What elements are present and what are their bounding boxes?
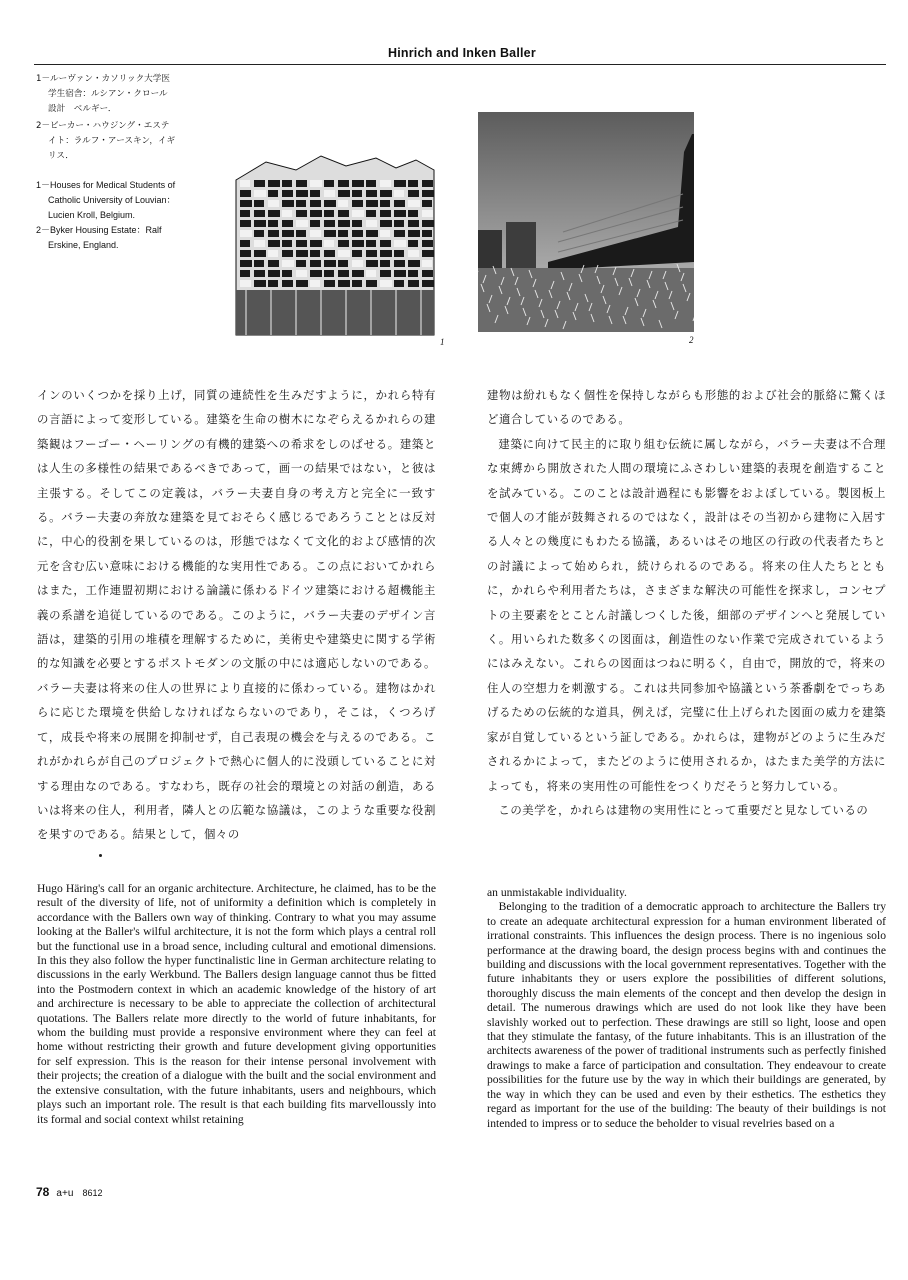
magazine-name: a+u — [56, 1188, 74, 1199]
page-header-title: Hinrich and Inken Baller — [388, 46, 536, 60]
jp-left-paragraph: インのいくつかを採り上げ，同質の連続性を生みだすように，かれら特有の言語によって変形している。建築を生命の樹木になぞらえるかれらの建築観はフーゴー・ヘーリングの有機的建築への希求をしのばせる。建築とは人生の多様性の結果であるべきであって，画一の結果ではない，と彼は主張する。そしてこの定義は，バラー夫妻自身の考え方と完全に一致する。バラー夫妻の奔放な建築を見ておそらく感じるであろうこととは反対に，中心的役割を果しているのは，形態ではなくて文化的および感情的次元を含む広い意味における機能的な実用性である。この点においてかれらはまた，工作連盟初期における論議に係わるドイツ建築における超機能主義の系譜を追従しているのである。このように，バラー夫妻のデザイン言語は，建築的引用の堆積を理解するために，美術史や建築史に関する学術的な知識を必要とするポストモダンの文脈の中には適応しないのである。バラー夫妻は将来の住人の世界により直接的に係わっている。建物はかれらに応じた環境を供給しなければならないのであり，そこは，くつろげて，成長や将来の展開を抑制せず，自己表現の機会を与えるのである。これがかれらが自己のプロジェクトで熱心に個人的に没頭していることに対する理由なのである。すなわち，既存の社会的環境との対話の創造，あるいは将来の住人，利用者，隣人との広範な協議は，このような重要な役割を果すのである。結果として，個々の — [37, 388, 436, 842]
caption-jp-2: 2－ビーカー・ハウジング・エステイト：ラルフ・アースキン，イギリス． — [36, 121, 176, 161]
jp-right-paragraph-1: 建物は紛れもなく個性を保持しながらも形態的および社会的脈絡に驚くほど適合しているのである。 — [487, 388, 886, 427]
page-number: 78 — [36, 1185, 50, 1199]
en-right-paragraph-2: Belonging to the tradition of a democratic approach to architecture the Ballers try to create an adequate architectural expression for a human environment liberated of irrational constraints. This influences the design process. There is no ingenious solo performance at the drawing board, the design process begins with and continues the building and discussions with the local government representatives. Together with the future inhabitants they or users explore the possibilities of different solutions, thoroughly discuss the main elements of the concept and then develop the design in detail. The numerous drawings which are used do not look like they have been slavishly worked out to perfection. These drawings are still so light, loose and open that they stimulate the fantasy, of the future inhabitants. This is an illustration of the architects awareness of the power of traditional instruments such as perfectly finished drawings to make a farce of participation and consultation. They endeavour to create possibilities for the future use by the way in which their buildings are generated, by the way in which they can be used and even by their esthetics. The esthetics they regard as important for the use of the building: The beauty of their buildings is not intended to impress or to seduce the beholder to visual revelries based on a — [487, 900, 886, 1130]
section-dot-marker — [99, 854, 102, 857]
figure-1-number: 1 — [440, 337, 445, 347]
header-rule — [34, 64, 886, 65]
figure-1-image — [226, 140, 444, 338]
figure-2-image — [478, 112, 694, 332]
captions-english — [36, 178, 176, 253]
english-text-left-column — [37, 882, 436, 1127]
captions-japanese — [36, 72, 176, 166]
page-footer — [36, 1185, 102, 1199]
japanese-text-right-column — [487, 383, 886, 822]
issue-number: 8612 — [82, 1188, 103, 1198]
caption-en-1: 1－Houses for Medical Students of Catholic University of Louvian：Lucien Kroll, Belgium. — [36, 180, 176, 220]
jp-right-paragraph-2: 建築に向けて民主的に取り組む伝統に属しながら，バラー夫妻は不合理な束縛から開放された人間の環境にふさわしい建築的表現を創造することを試みている。このことは設計過程にも影響をおよぼしている。製図板上で個人の才能が鼓舞されるのではなく，設計はその当初から建物に入居する人々との幾度にもわたる協議，あるいはその地区の行政の代表者たちとの討議によって始められ，続けられるのである。将来の住人たちとともに，かれらや利用者たちは，さまざまな解決の可能性を探求し，コンセプトの主要素をとことん討議しつくした後，細部のデザインへと発展していく。用いられた数多くの図面は，創造性のない作業で完成されているようにはみえない。これらの図面はつねに明るく，自由で，開放的で，将来の住人の空想力を刺激する。これは共同参加や協議という茶番劇をでっちあげるための伝統的な道具，例えば，完璧に仕上げられた図面の威力を建築家が自覚しているという証しである。かれらは，建物がどのように生みだされるかによって，またどのように使用されるか，はたまた美学的方法によっても，将来の実用性の可能性をつくりだそうと努力している。 — [487, 436, 886, 793]
en-right-paragraph-1: an unmistakable individuality. — [487, 886, 627, 899]
english-text-right-column — [487, 886, 886, 1131]
figure-2-number: 2 — [689, 335, 694, 345]
japanese-text-left-column — [37, 383, 436, 847]
en-left-paragraph: Hugo Häring's call for an organic architecture. Architecture, he claimed, has to be the result of the diversity of life, not of uniformity a definition which is completely in accordance with the Ballers own way of thinking. Contrary to what you may assume looking at the Baller's wilful architecture, it is not the form which plays a central roll but the functional use in a broad sence, including cultural and emotional dimensions. In this they also follow the hyper functinalistic line in German architecture relating to discussions in the early Werkbund. The Ballers design language cannot thus be fitted into the Postmodern context in which an academic knowledge of the history of art and archirecture is necessary to be able to appreciate the collection of architectural quotations. The Ballers relate more directly to the world of future inhabitants, for whom the building must provide a responsive environment where they can feel at home without restricting their growth and future development giving opportunities for self expression. This is the reason for their intense personal involvement with their projects; the creation of a dialogue with the built and the social environment and the extensive consultation, with the future inhabitants, users and neighbours, which plays such an important role. The result is that each building fits marvelloussly into its formal and social context whilst retaining — [37, 882, 436, 1126]
figure-2-photo — [478, 112, 694, 332]
jp-right-paragraph-3: この美学を，かれらは建物の実用性にとって重要だと見なしているの — [498, 802, 869, 817]
figure-1-photo — [226, 140, 444, 338]
caption-jp-1: 1－ルーヴァン・カソリック大学医学生宿舎：ルシアン・クロール設計 ベルギー． — [36, 74, 170, 114]
caption-en-2: 2－Byker Housing Estate：Ralf Erskine, England. — [36, 225, 162, 250]
